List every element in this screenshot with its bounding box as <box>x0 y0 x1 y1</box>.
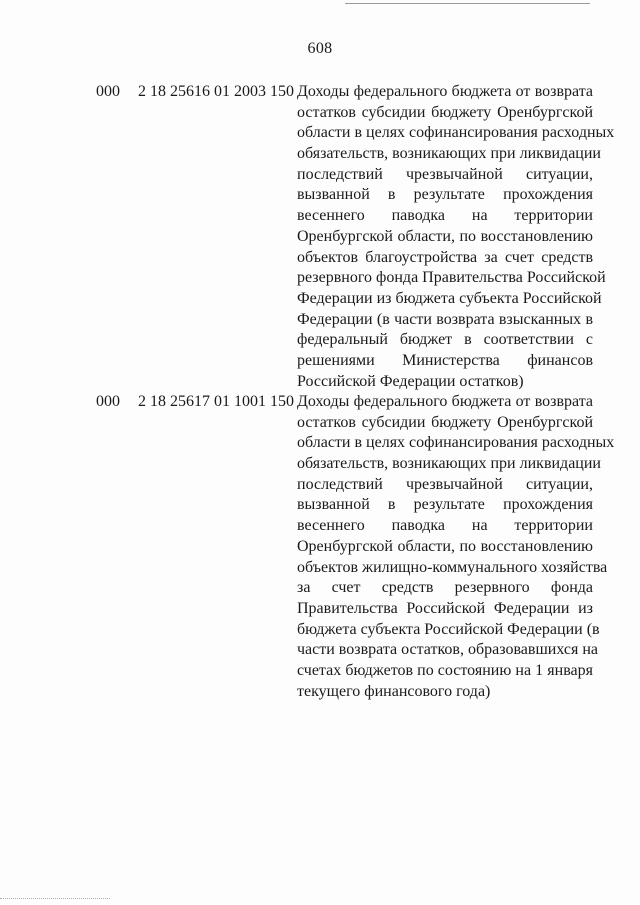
description-line: текущего финансового года) <box>297 682 491 700</box>
admin-code: 000 <box>96 393 120 410</box>
description-line: решениями Министерства финансов <box>297 351 593 369</box>
description-line: части возврата остатков, образовавшихся на <box>297 641 598 659</box>
description-line: Федерации (в части возврата взысканных в <box>297 310 593 328</box>
description-line: последствий чрезвычайной ситуации, <box>297 475 593 493</box>
description-line: федеральный бюджет в соответствии с <box>297 331 593 349</box>
description-line: Оренбургской области, по восстановлению <box>297 227 593 245</box>
description-line: вызванной в результате прохождения <box>297 186 593 204</box>
description-line: счетах бюджетов по состоянию на 1 января <box>297 661 593 679</box>
description-line: остатков субсидии бюджету Оренбургской <box>297 103 593 121</box>
admin-code: 000 <box>96 83 120 100</box>
description-line: за счет средств резервного фонда <box>297 579 593 597</box>
description-line: Российской Федерации остатков) <box>297 372 524 390</box>
description-line: весеннего паводка на территории <box>297 207 593 225</box>
budget-classification-code: 2 18 25616 01 2003 150 <box>138 83 294 100</box>
budget-classification-code: 2 18 25617 01 1001 150 <box>138 393 294 410</box>
description-line: области в целях софинансирования расходных <box>297 434 615 452</box>
entry-description <box>297 392 615 702</box>
page-number: 608 <box>307 40 333 57</box>
description-line: весеннего паводка на территории <box>297 517 593 535</box>
description-line: Оренбургской области, по восстановлению <box>297 537 593 555</box>
description-line: обязательств, возникающих при ликвидации <box>297 455 601 473</box>
top-rule <box>345 3 590 4</box>
scan-artifact-line <box>0 898 110 900</box>
description-line: бюджета субъекта Российской Федерации (в <box>297 620 600 638</box>
description-line: Правительства Российской Федерации из <box>297 599 593 617</box>
description-line: Доходы федерального бюджета от возврата <box>297 83 593 100</box>
description-line: области в целях софинансирования расходных <box>297 124 615 142</box>
description-line: обязательств, возникающих при ликвидации <box>297 145 601 163</box>
description-line: объектов благоустройства за счет средств <box>297 248 593 266</box>
description-line: объектов жилищно-коммунального хозяйства <box>297 558 608 576</box>
description-line: вызванной в результате прохождения <box>297 496 593 514</box>
description-line: Федерации из бюджета субъекта Российской <box>297 289 602 307</box>
description-line: последствий чрезвычайной ситуации, <box>297 165 593 183</box>
description-line: Доходы федерального бюджета от возврата <box>297 393 593 410</box>
description-line: остатков субсидии бюджету Оренбургской <box>297 413 593 431</box>
description-line: резервного фонда Правительства Российской <box>297 269 606 287</box>
entry-description <box>297 82 615 392</box>
